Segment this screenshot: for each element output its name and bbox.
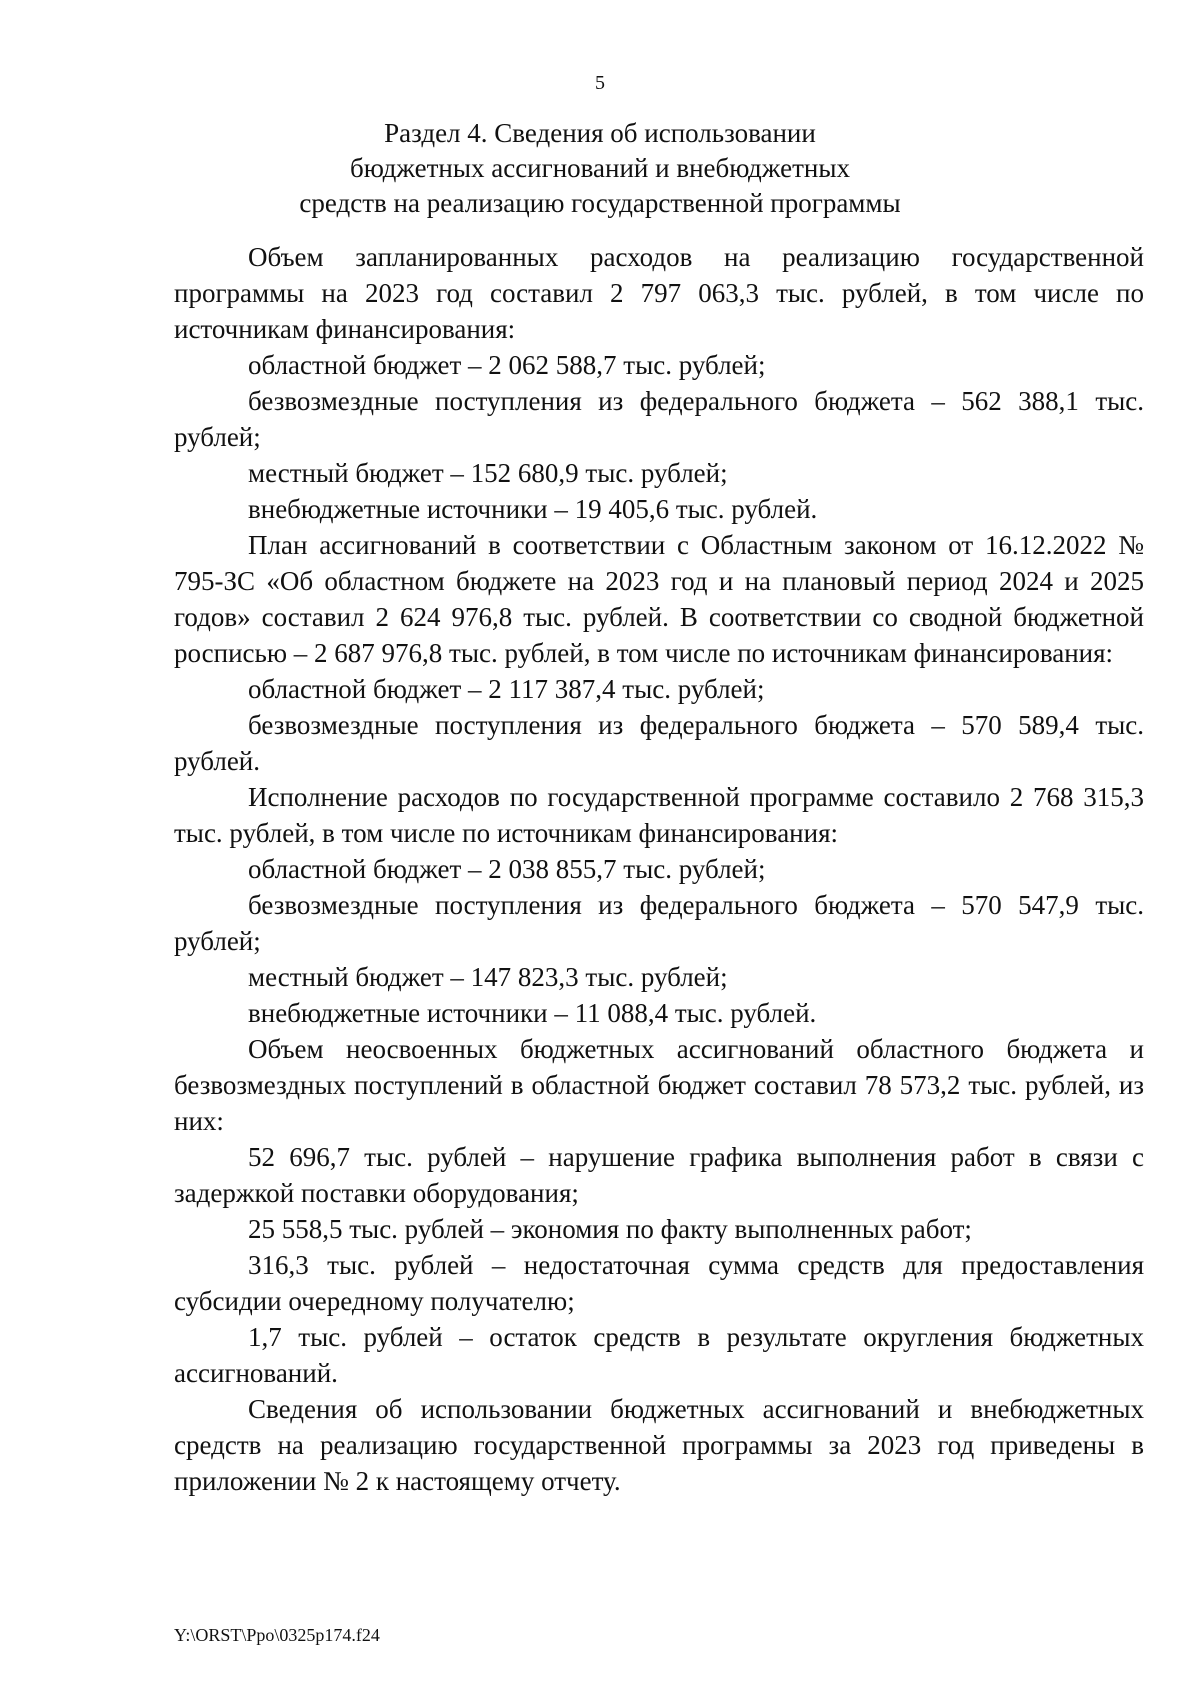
paragraph-execution: Исполнение расходов по государственной программе составило 2 768 315,3 тыс. рублей, в том числе по источникам финансирования: [174,782,1144,848]
paragraph-unspent: Объем неосвоенных бюджетных ассигнований областного бюджета и безвозмездных поступлений в областной бюджет составил 78 573,2 тыс. рублей, из них: [174,1034,1144,1136]
paragraph-item: внебюджетные источники – 19 405,6 тыс. рублей. [248,494,818,524]
paragraph-item: внебюджетные источники – 11 088,4 тыс. рублей. [248,998,817,1028]
paragraph-item: местный бюджет – 147 823,3 тыс. рублей; [248,962,728,992]
paragraph-appendix-reference: Сведения об использовании бюджетных ассигнований и внебюджетных средств на реализацию государственной программы за 2023 год приведены в приложении № 2 к настоящему отчету. [174,1394,1144,1496]
file-path-footer: Y:\ORST\Ppo\0325p174.f24 [174,1625,380,1645]
section-heading [0,116,1200,221]
heading-line: средств на реализацию государственной программы [299,188,901,218]
paragraph-item: областной бюджет – 2 038 855,7 тыс. рублей; [248,854,766,884]
paragraph-item: 316,3 тыс. рублей – недостаточная сумма средств для предоставления субсидии очередному получателю; [174,1250,1144,1316]
paragraph-item: безвозмездные поступления из федерального бюджета – 562 388,1 тыс. рублей; [174,386,1144,452]
paragraph-item: 25 558,5 тыс. рублей – экономия по факту выполненных работ; [248,1214,972,1244]
paragraph-planned-expenses: Объем запланированных расходов на реализацию государственной программы на 2023 год составил 2 797 063,3 тыс. рублей, в том числе по источникам финансирования: [174,242,1144,344]
heading-line: бюджетных ассигнований и внебюджетных [350,153,850,183]
paragraph-item: безвозмездные поступления из федерального бюджета – 570 589,4 тыс. рублей. [174,710,1144,776]
page-number: 5 [595,72,605,94]
paragraph-item: 1,7 тыс. рублей – остаток средств в результате округления бюджетных ассигнований. [174,1322,1144,1388]
document-body [174,239,1144,1499]
paragraph-item: областной бюджет – 2 117 387,4 тыс. рублей; [248,674,765,704]
paragraph-item: безвозмездные поступления из федерального бюджета – 570 547,9 тыс. рублей; [174,890,1144,956]
paragraph-item: местный бюджет – 152 680,9 тыс. рублей; [248,458,728,488]
paragraph-item: 52 696,7 тыс. рублей – нарушение графика выполнения работ в связи с задержкой поставки оборудования; [174,1142,1144,1208]
paragraph-allocation-plan: План ассигнований в соответствии с Областным законом от 16.12.2022 № 795-ЗС «Об областном бюджете на 2023 год и на плановый период 2024 и 2025 годов» составил 2 624 976,8 тыс. рублей. В соответствии со сводной бюджетной росписью – 2 687 976,8 тыс. рублей, в том числе по источникам финансирования: [174,530,1144,668]
heading-line: Раздел 4. Сведения об использовании [384,118,816,148]
paragraph-item: областной бюджет – 2 062 588,7 тыс. рублей; [248,350,766,380]
